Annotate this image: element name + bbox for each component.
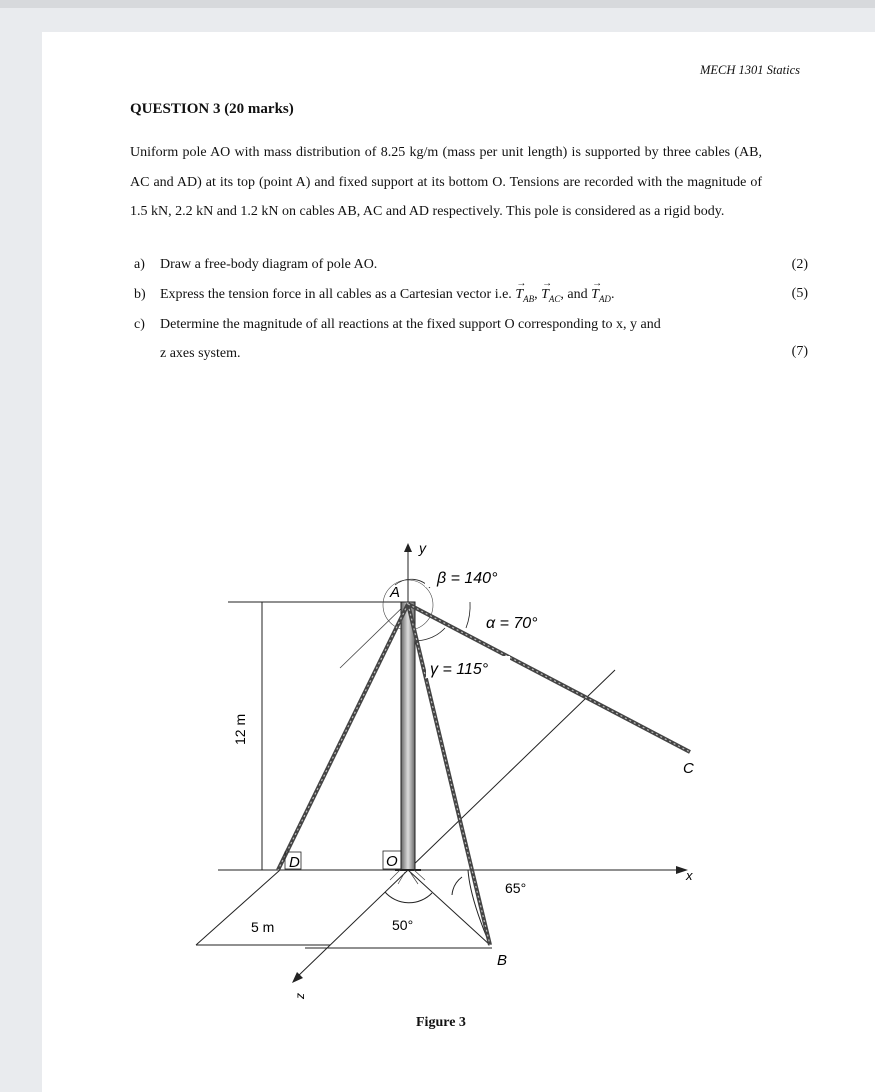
angle-50-label: 50° [392,917,414,933]
part-a-label: a) [134,257,145,272]
vector-t-ad: → $T_{AD}$ [591,287,611,304]
part-a-marks: (2) [791,257,808,272]
angle-50-arc [385,892,432,903]
vector-t-ab: → $T_{AB}$ [515,287,534,304]
z-axis-label: z [293,993,307,999]
part-b-text: Express the tension force in all cables as a Cartesian vector i.e. [160,287,516,302]
part-b-sep2: , and [560,287,592,302]
alpha-arc [466,602,470,628]
part-b-label: b) [134,287,146,302]
angle-65-label: 65° [505,880,527,896]
alpha-label: α = 70° [486,615,538,632]
point-a-label: A [390,584,401,601]
z-axis-extension [408,670,615,870]
part-b-marks: (5) [791,286,808,301]
part-c-label: c) [134,317,145,332]
part-b-sep1: , [534,287,542,302]
construction-line-ob [408,870,490,945]
figure-caption: Figure 3 [416,1015,466,1030]
question-paragraph: Uniform pole AO with mass distribution of 8.25 kg/m (mass per unit length) is supported by three cables (AB, AC and AD) at its top (point A) and fixed support at its bottom O. Tensions are recorded with the magnitude of 1.5 kN, 2.2 kN and 1.2 kN on cables AB, AC and AD respectively. This pole is considered as a rigid body. [130,145,762,219]
question-title: QUESTION 3 (20 marks) [130,101,294,117]
point-b-label: B [497,952,508,969]
part-c-text-continued: z axes system. [160,346,241,361]
point-c-label: C [683,760,694,777]
point-o-label: O [386,853,398,870]
beta-label: β = 140° [437,570,498,587]
part-b-end: . [610,287,615,302]
height-label: 12 m [232,713,248,745]
part-c-marks: (7) [791,344,808,359]
part-c-text: Determine the magnitude of all reactions at the fixed support O corresponding to x, y and [160,317,661,332]
gamma-label: γ = 115° [430,661,489,678]
dist-5m-label: 5 m [251,919,275,935]
part-a-text: Draw a free-body diagram of pole AO. [160,257,378,272]
x-axis-label: x [686,868,693,883]
construction-line-a [340,602,408,668]
pole-ao [401,602,415,870]
point-d-label: D [289,854,300,871]
vector-t-ac: → $T_{AC}$ [541,287,560,304]
y-axis-label: y [419,540,426,556]
course-header: MECH 1301 Statics [700,63,800,77]
